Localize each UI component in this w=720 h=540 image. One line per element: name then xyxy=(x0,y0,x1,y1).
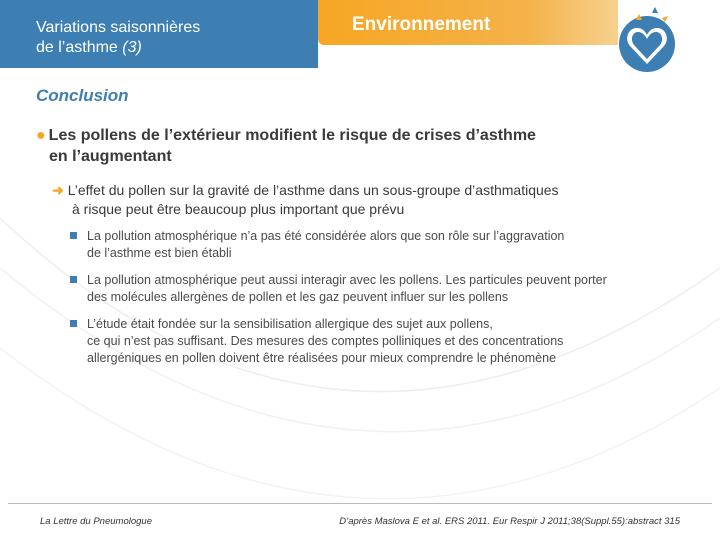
list-item-line1: La pollution atmosphérique n’a pas été considérée alors que son rôle sur l’aggravation xyxy=(87,229,565,243)
arrow-icon: ➜ xyxy=(52,182,64,198)
list-item xyxy=(70,228,670,262)
square-bullet-icon xyxy=(70,232,77,239)
title-suffix: (3) xyxy=(122,39,142,56)
sub-bullet xyxy=(52,181,672,219)
list-item-line1: L’étude était fondée sur la sensibilisation allergique des sujet aux pollens, xyxy=(87,317,493,331)
badge-number: 90 xyxy=(640,41,654,53)
list-item-line2: de l’asthme est bien établi xyxy=(87,246,232,260)
heart-badge-icon xyxy=(616,4,686,74)
footer-divider xyxy=(8,503,712,504)
list-item xyxy=(70,316,670,367)
slide-title xyxy=(36,18,200,58)
list-item xyxy=(70,272,670,306)
list-item-line2: des molécules allergènes de pollen et les gaz peuvent influer sur les pollens xyxy=(87,290,509,304)
list-item-line3: allergéniques en pollen doivent être réalisées pour mieux comprendre le phénomène xyxy=(87,351,557,365)
section-heading: Conclusion xyxy=(36,86,129,105)
main-bullet-line1: Les pollens de l’extérieur modifient le risque de crises d’asthme xyxy=(48,127,536,144)
title-line2: de l’asthme xyxy=(36,39,123,56)
footer-journal: La Lettre du Pneumologue xyxy=(40,516,152,527)
list-item-line1: La pollution atmosphérique peut aussi interagir avec les pollens. Les particules peuvent porter xyxy=(87,273,607,287)
main-bullet xyxy=(36,125,656,167)
sub-bullet-line1: L’effet du pollen sur la gravité de l’asthme dans un sous-groupe d’asthmatiques xyxy=(67,182,559,198)
title-line1: Variations saisonnières xyxy=(36,19,201,36)
footer-citation: D’après Maslova E et al. ERS 2011. Eur Respir J 2011;38(Suppl.55):abstract 315 xyxy=(339,516,680,527)
section-label: Environnement xyxy=(352,14,491,35)
square-bullet-icon xyxy=(70,276,77,283)
sub-bullet-line2: à risque peut être beaucoup plus important que prévu xyxy=(72,201,405,217)
bullet-dot: ● xyxy=(36,127,46,144)
list-item-line2: ce qui n’est pas suffisant. Des mesures des comptes polliniques et des concentrations xyxy=(87,334,564,348)
main-bullet-line2: en l’augmentant xyxy=(49,148,172,165)
square-bullet-icon xyxy=(70,320,77,327)
